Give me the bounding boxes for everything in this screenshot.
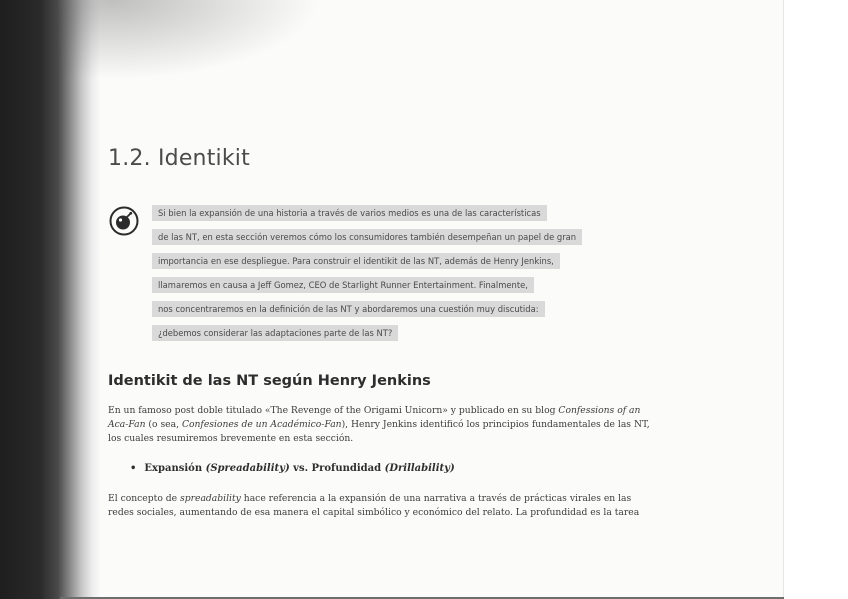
callout-line: nos concentraremos en la definición de las NT y abordaremos una cuestión muy discutida:	[152, 301, 652, 317]
callout-line: llamaremos en causa a Jeff Gomez, CEO de Starlight Runner Entertainment. Finalmente,	[152, 277, 652, 293]
paragraph-intro: En un famoso post doble titulado «The Revenge of the Origami Unicorn» y publicado en su blog Confessions of an Aca-Fan (o sea, Confesiones de un Académico-Fan), Henry Jenkins identificó los principios fundamentales de las NT, los cuales resumiremos brevemente en esta sección.	[108, 405, 650, 444]
callout-line: de las NT, en esta sección veremos cómo los consumidores también desempeñan un papel de gran	[152, 229, 652, 245]
right-margin-strip	[783, 0, 848, 599]
intro-callout	[152, 205, 652, 349]
bullet-item: • Expansión (Spreadability) vs. Profundidad (Drillability)	[130, 463, 455, 474]
callout-line: importancia en ese despliegue. Para construir el identikit de las NT, además de Henry Jenkins,	[152, 253, 652, 269]
subheading: Identikit de las NT según Henry Jenkins	[108, 373, 431, 389]
binding-shadow	[0, 0, 100, 599]
bomb-icon	[109, 206, 139, 236]
section-title: 1.2. Identikit	[108, 146, 250, 171]
scan-smudge	[60, 0, 320, 80]
callout-line: ¿debemos considerar las adaptaciones parte de las NT?	[152, 325, 652, 341]
callout-line: Si bien la expansión de una historia a través de varios medios es una de las características	[152, 205, 652, 221]
paragraph-spreadability: El concepto de spreadability hace referencia a la expansión de una narrativa a través de prácticas virales en las redes sociales, aumentando de esa manera el capital simbólico y económico del relato. La profundidad es la tarea	[108, 493, 640, 518]
